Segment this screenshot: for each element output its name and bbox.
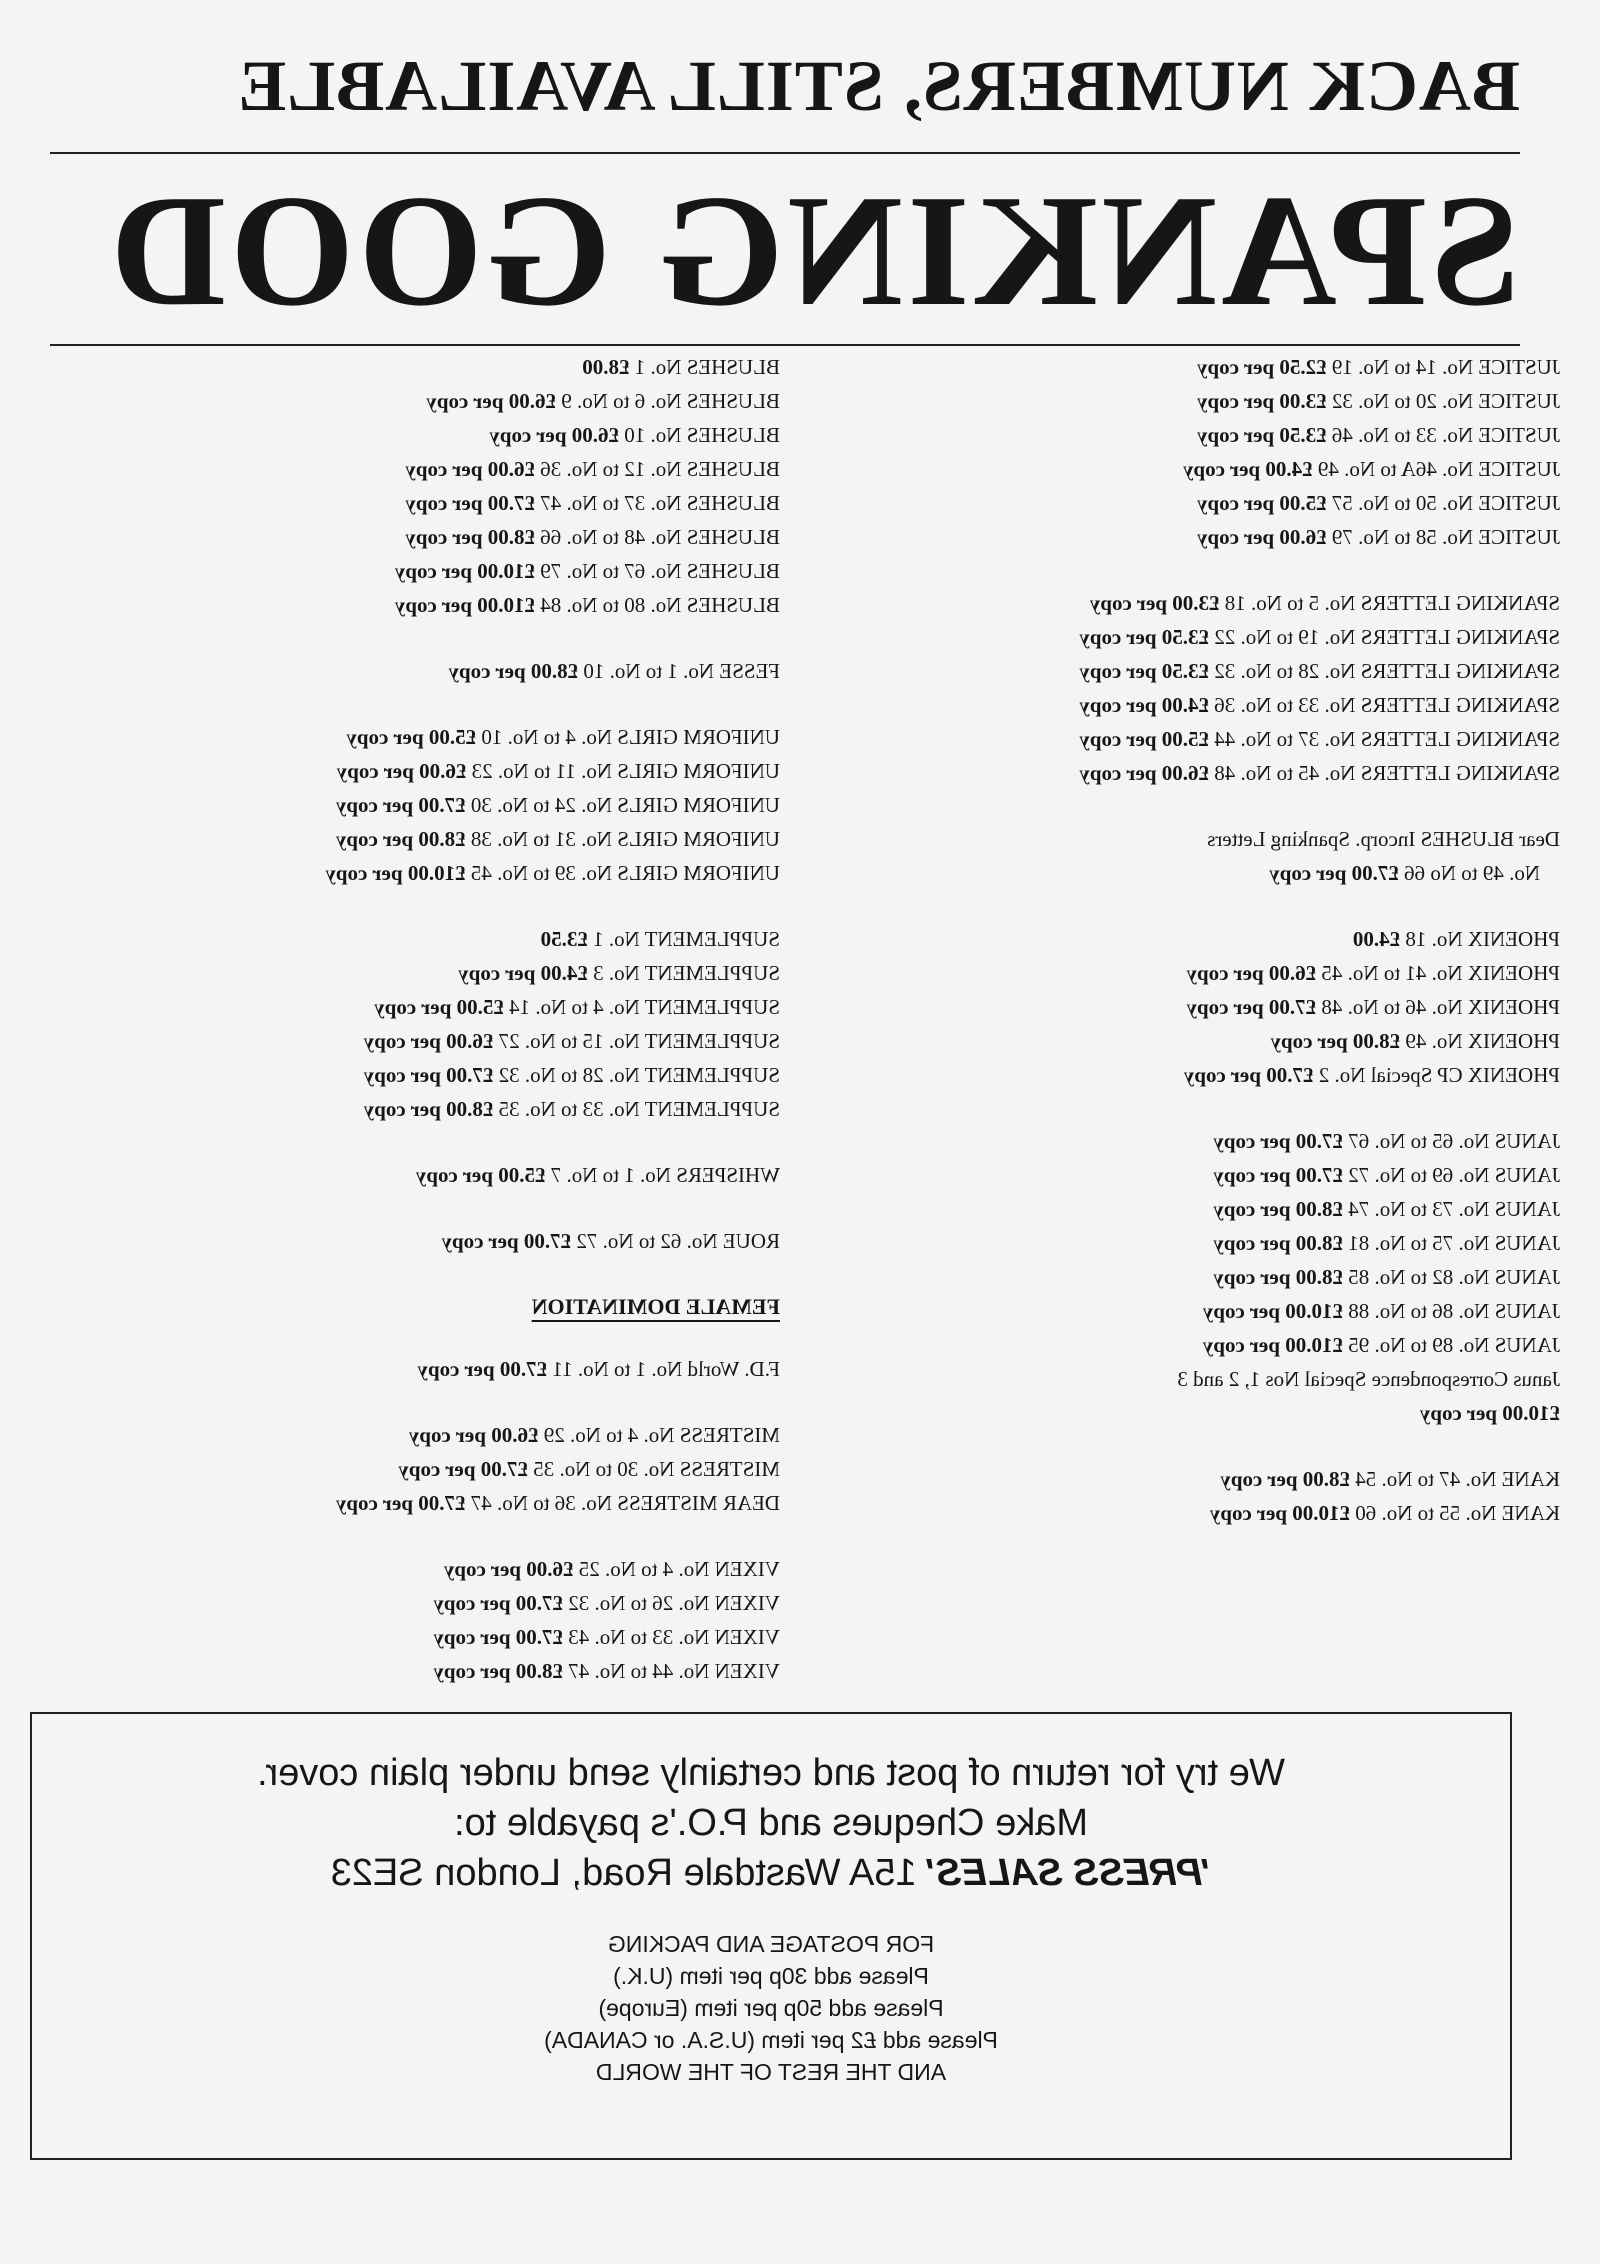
price-group bbox=[325, 1158, 780, 1192]
price: £5.00 per copy bbox=[415, 1163, 546, 1187]
issue-range: UNIFORM GIRLS No. 24 to No. 30 bbox=[465, 793, 780, 817]
header-rule-top bbox=[50, 152, 1520, 154]
price: £5.00 per copy bbox=[1196, 491, 1327, 515]
price-line bbox=[325, 654, 780, 688]
issue-range: UNIFORM GIRLS No. 4 to No. 10 bbox=[476, 725, 780, 749]
price-group bbox=[1079, 350, 1560, 554]
issue-range: KANE No. 55 to No. 60 bbox=[1350, 1501, 1560, 1525]
price-line bbox=[325, 1452, 780, 1486]
issue-range: BLUSHES No. 37 to No. 47 bbox=[534, 491, 780, 515]
issue-range: JANUS No. 89 to No. 95 bbox=[1342, 1333, 1560, 1357]
price: £8.00 per copy bbox=[433, 1659, 564, 1683]
price: £5.00 per copy bbox=[374, 995, 504, 1019]
issue-range: VIXEN No. 4 to No. 25 bbox=[573, 1557, 780, 1581]
price-line bbox=[325, 588, 780, 622]
issue-range: JUSTICE No. 50 to No. 57 bbox=[1326, 491, 1560, 515]
issue-range: BLUSHES No. 6 to No. 9 bbox=[555, 389, 780, 413]
price: £8.00 per copy bbox=[335, 827, 466, 851]
price-group bbox=[1079, 1124, 1560, 1430]
price: £3.50 per copy bbox=[1079, 659, 1209, 683]
price: £7.00 per copy bbox=[1183, 1063, 1314, 1087]
issue-range: ROUE No. 62 to No. 72 bbox=[571, 1229, 780, 1253]
issue-range: SUPPLEMENT No. 33 to No. 35 bbox=[493, 1097, 780, 1121]
price: £10.00 per copy bbox=[325, 861, 466, 885]
price-line bbox=[1079, 486, 1560, 520]
issue-range: PHOENIX No. 46 to No. 48 bbox=[1316, 995, 1560, 1019]
price-list-left-column bbox=[1079, 350, 1560, 1562]
payee-address: 15A Wastdale Road, London SE23 bbox=[330, 1852, 928, 1894]
price: £5.00 per copy bbox=[346, 725, 477, 749]
price-line bbox=[325, 554, 780, 588]
price: £10.00 per copy bbox=[1209, 1501, 1350, 1525]
price-line bbox=[325, 856, 780, 890]
issue-range: BLUSHES No. 12 to No. 36 bbox=[534, 457, 780, 481]
price-line bbox=[325, 1058, 780, 1092]
price-line bbox=[1079, 654, 1560, 688]
price: £8.00 per copy bbox=[405, 525, 535, 549]
postage-info bbox=[32, 1928, 1510, 2088]
price: £3.00 per copy bbox=[1196, 389, 1327, 413]
price-group bbox=[325, 720, 780, 890]
price-line bbox=[1079, 1260, 1560, 1294]
price-line bbox=[1079, 384, 1560, 418]
price-list-right-column bbox=[325, 350, 780, 1720]
price-group bbox=[325, 922, 780, 1126]
issue-range: SUPPLEMENT No. 15 to No. 27 bbox=[493, 1029, 780, 1053]
payee-name: 'PRESS SALES' bbox=[927, 1852, 1212, 1894]
issue-range: JANUS No. 69 to No. 72 bbox=[1342, 1163, 1560, 1187]
issue-range: BLUSHES No. 10 bbox=[618, 423, 780, 447]
price-line bbox=[1079, 1192, 1560, 1226]
price-line bbox=[1079, 688, 1560, 722]
price-line bbox=[1079, 1124, 1560, 1158]
price: £7.00 per copy bbox=[335, 793, 466, 817]
back-numbers-heading: BACK NUMBERS, STILL AVAILABLE bbox=[237, 46, 1520, 126]
issue-range: Janus Correspondence Special Nos 1, 2 and 3 bbox=[1177, 1367, 1560, 1391]
issue-range: JANUS No. 65 to No. 67 bbox=[1342, 1129, 1560, 1153]
price-line bbox=[325, 452, 780, 486]
price-line bbox=[1079, 520, 1560, 554]
price-line bbox=[325, 720, 780, 754]
price-line bbox=[1079, 956, 1560, 990]
price-line bbox=[1079, 1496, 1560, 1530]
price-line bbox=[325, 754, 780, 788]
postage-uk: Please add 30p per item (U.K.) bbox=[613, 1963, 929, 1989]
issue-range: SPANKING LETTERS No. 5 to No. 18 bbox=[1219, 591, 1560, 615]
issue-range: SPANKING LETTERS No. 45 to No. 48 bbox=[1209, 761, 1560, 785]
price: £10.00 per copy bbox=[1419, 1401, 1560, 1425]
price: £7.00 per copy bbox=[405, 491, 535, 515]
issue-range: Dear BLUSHES Incorp. Spanking Letters bbox=[1207, 827, 1560, 851]
price: £10.00 per copy bbox=[1202, 1299, 1343, 1323]
price-line bbox=[1079, 722, 1560, 756]
price: £4.00 per copy bbox=[1079, 693, 1209, 717]
price: £6.00 per copy bbox=[1196, 525, 1327, 549]
issue-range: No. 49 to No 66 bbox=[1398, 861, 1540, 885]
issue-range: MISTRESS No. 30 to No. 35 bbox=[527, 1457, 780, 1481]
price-line bbox=[1079, 1294, 1560, 1328]
price: £6.00 per copy bbox=[1186, 961, 1317, 985]
price-group bbox=[1079, 586, 1560, 790]
price-line bbox=[325, 520, 780, 554]
price-line bbox=[325, 990, 780, 1024]
price: £7.00 per copy bbox=[1269, 861, 1399, 885]
order-notice-main bbox=[32, 1748, 1510, 1898]
price-line bbox=[325, 822, 780, 856]
price-group bbox=[325, 654, 780, 688]
price-line bbox=[325, 922, 780, 956]
price-line bbox=[325, 1158, 780, 1192]
price: £3.00 per copy bbox=[1089, 591, 1220, 615]
price-line bbox=[325, 350, 780, 384]
issue-range: SPANKING LETTERS No. 19 to No. 22 bbox=[1209, 625, 1560, 649]
issue-range: SUPPLEMENT No. 3 bbox=[587, 961, 780, 985]
price: £8.00 per copy bbox=[448, 659, 579, 683]
price: £7.00 per copy bbox=[433, 1591, 564, 1615]
header-rule-bottom bbox=[50, 344, 1520, 346]
price: £3.50 per copy bbox=[1079, 625, 1209, 649]
price-line bbox=[325, 418, 780, 452]
issue-range: VIXEN No. 33 to No. 43 bbox=[563, 1625, 780, 1649]
price: £10.00 per copy bbox=[1202, 1333, 1343, 1357]
price: £8.00 bbox=[582, 355, 630, 379]
price-line bbox=[1079, 1024, 1560, 1058]
price: £8.00 per copy bbox=[363, 1097, 494, 1121]
price: £4.00 bbox=[1352, 927, 1401, 951]
price: £6.00 per copy bbox=[1079, 761, 1209, 785]
price: £8.00 per copy bbox=[1213, 1231, 1343, 1255]
issue-range: SUPPLEMENT No. 28 to No. 32 bbox=[493, 1063, 780, 1087]
issue-range: PHOENIX No. 49 bbox=[1400, 1029, 1560, 1053]
price-line bbox=[325, 486, 780, 520]
price-line bbox=[1079, 822, 1560, 856]
price-group bbox=[325, 1224, 780, 1258]
postage-europe: Please add 50p per item (Europe) bbox=[598, 1995, 944, 2021]
price-line bbox=[325, 1024, 780, 1058]
price: £8.00 per copy bbox=[1213, 1265, 1343, 1289]
price-line bbox=[325, 1418, 780, 1452]
price: £7.00 per copy bbox=[363, 1063, 494, 1087]
issue-range: UNIFORM GIRLS No. 31 to No. 38 bbox=[465, 827, 780, 851]
price-line bbox=[1079, 756, 1560, 790]
postage-title: FOR POSTAGE AND PACKING bbox=[607, 1931, 935, 1957]
price-line bbox=[325, 1224, 780, 1258]
price-line bbox=[325, 1352, 780, 1386]
issue-range: SPANKING LETTERS No. 33 to No. 36 bbox=[1209, 693, 1560, 717]
issue-range: PHOENIX CP Special No. 2 bbox=[1313, 1063, 1560, 1087]
issue-range: JUSTICE No. 20 to No. 32 bbox=[1326, 389, 1560, 413]
masthead-title: SPANKING GOOD bbox=[106, 161, 1520, 339]
price: £3.50 bbox=[540, 927, 588, 951]
issue-range: UNIFORM GIRLS No. 11 to No. 23 bbox=[466, 759, 780, 783]
issue-range: SPANKING LETTERS No. 28 to No. 32 bbox=[1209, 659, 1560, 683]
price: £6.00 per copy bbox=[363, 1029, 494, 1053]
issue-range: DEAR MISTRESS No. 36 to No. 47 bbox=[465, 1491, 780, 1515]
price: £8.00 per copy bbox=[1213, 1197, 1343, 1221]
price: £7.00 per copy bbox=[1213, 1163, 1343, 1187]
issue-range: JUSTICE No. 14 to No. 19 bbox=[1326, 355, 1560, 379]
issue-range: VIXEN No. 26 to No. 32 bbox=[563, 1591, 780, 1615]
issue-range: UNIFORM GIRLS No. 39 to No. 45 bbox=[465, 861, 780, 885]
issue-range: JANUS No. 75 to No. 81 bbox=[1342, 1231, 1560, 1255]
price-line bbox=[1079, 922, 1560, 956]
order-notice-box bbox=[30, 1712, 1512, 2160]
issue-range: F.D. World No. 1 to No. 11 bbox=[547, 1357, 780, 1381]
price: £7.00 per copy bbox=[1213, 1129, 1343, 1153]
issue-range: BLUSHES No. 80 to No. 84 bbox=[534, 593, 780, 617]
price-line bbox=[325, 384, 780, 418]
price: £7.00 per copy bbox=[433, 1625, 564, 1649]
price: £8.00 per copy bbox=[1270, 1029, 1401, 1053]
issue-range: PHOENIX No. 18 bbox=[1400, 927, 1560, 951]
price-line bbox=[325, 1552, 780, 1586]
price-line bbox=[1079, 990, 1560, 1024]
price-line bbox=[325, 1486, 780, 1520]
price: £10.00 per copy bbox=[394, 593, 535, 617]
price: £6.00 per copy bbox=[336, 759, 467, 783]
postage-usa: Please add £2 per item (U.S.A. or CANADA) bbox=[544, 2027, 998, 2053]
price-line bbox=[1079, 586, 1560, 620]
notice-line-post: We try for return of post and certainly send under plain cover. bbox=[257, 1752, 1285, 1794]
price-group bbox=[325, 1418, 780, 1520]
issue-range: VIXEN No. 44 to No. 47 bbox=[563, 1659, 780, 1683]
issue-range: JANUS No. 82 to No. 85 bbox=[1342, 1265, 1560, 1289]
price-line bbox=[1079, 1158, 1560, 1192]
issue-range: JUSTICE No. 58 to No. 79 bbox=[1326, 525, 1560, 549]
notice-address bbox=[32, 1848, 1510, 1898]
issue-range: SUPPLEMENT No. 1 bbox=[587, 927, 780, 951]
issue-range: FESSE No. 1 to No. 10 bbox=[578, 659, 780, 683]
price-line bbox=[1079, 350, 1560, 384]
price-line bbox=[325, 1620, 780, 1654]
price-line bbox=[325, 788, 780, 822]
issue-range: SPANKING LETTERS No. 37 to No. 44 bbox=[1209, 727, 1560, 751]
price-line bbox=[1079, 620, 1560, 654]
issue-range: KANE No. 47 to No. 54 bbox=[1350, 1467, 1560, 1491]
issue-range: BLUSHES No. 1 bbox=[629, 355, 780, 379]
price: £7.00 per copy bbox=[417, 1357, 548, 1381]
price-line bbox=[1079, 452, 1560, 486]
price-line bbox=[1079, 1362, 1560, 1396]
price: £4.00 per copy bbox=[1182, 457, 1313, 481]
price-line bbox=[1079, 1226, 1560, 1260]
price-group bbox=[1079, 1462, 1560, 1530]
price: £10.00 per copy bbox=[394, 559, 535, 583]
price: £8.00 per copy bbox=[1220, 1467, 1350, 1491]
price-group bbox=[325, 350, 780, 622]
price-line bbox=[325, 1654, 780, 1688]
issue-range: JUSTICE No. 46A to No. 49 bbox=[1312, 457, 1560, 481]
price-line bbox=[1079, 856, 1560, 890]
issue-range: JANUS No. 73 to No. 74 bbox=[1342, 1197, 1560, 1221]
price: £3.50 per copy bbox=[1196, 423, 1327, 447]
price: £6.00 per copy bbox=[408, 1423, 539, 1447]
issue-range: WHISPERS No. 1 to No. 7 bbox=[545, 1163, 780, 1187]
price-group bbox=[1079, 822, 1560, 890]
price: £6.00 per copy bbox=[426, 389, 556, 413]
issue-range: PHOENIX No. 41 to No. 45 bbox=[1316, 961, 1560, 985]
price-group bbox=[325, 1552, 780, 1688]
price: £7.00 per copy bbox=[335, 1491, 466, 1515]
price: £6.00 per copy bbox=[443, 1557, 574, 1581]
price: £5.00 per copy bbox=[1079, 727, 1209, 751]
notice-line-cheques: Make Cheques and P.O.'s payable to: bbox=[454, 1802, 1088, 1844]
price: £4.00 per copy bbox=[458, 961, 588, 985]
section-heading: FEMALE DOMINATION bbox=[531, 1294, 780, 1319]
price-line bbox=[1079, 418, 1560, 452]
price-group bbox=[1079, 922, 1560, 1092]
issue-range: BLUSHES No. 67 to No. 79 bbox=[534, 559, 780, 583]
issue-range: MISTRESS No. 4 to No. 29 bbox=[538, 1423, 780, 1447]
price-line bbox=[1079, 1058, 1560, 1092]
issue-range: SUPPLEMENT No. 4 to No. 14 bbox=[503, 995, 780, 1019]
price-line bbox=[1079, 1328, 1560, 1362]
price-line bbox=[1079, 1462, 1560, 1496]
price-group bbox=[325, 1290, 780, 1386]
issue-range: BLUSHES No. 48 to No. 66 bbox=[534, 525, 780, 549]
issue-range: JANUS No. 86 to No. 88 bbox=[1342, 1299, 1560, 1323]
price-line bbox=[1079, 1396, 1560, 1430]
price-line bbox=[325, 956, 780, 990]
price: £2.50 per copy bbox=[1196, 355, 1327, 379]
price: £7.00 per copy bbox=[441, 1229, 572, 1253]
issue-range: JUSTICE No. 33 to No. 46 bbox=[1326, 423, 1560, 447]
price: £6.00 per copy bbox=[489, 423, 619, 447]
price: £7.00 per copy bbox=[398, 1457, 528, 1481]
price-line bbox=[325, 1586, 780, 1620]
postage-rest: AND THE REST OF THE WORLD bbox=[595, 2059, 947, 2085]
price-line bbox=[325, 1092, 780, 1126]
price: £7.00 per copy bbox=[1186, 995, 1317, 1019]
price: £6.00 per copy bbox=[405, 457, 535, 481]
